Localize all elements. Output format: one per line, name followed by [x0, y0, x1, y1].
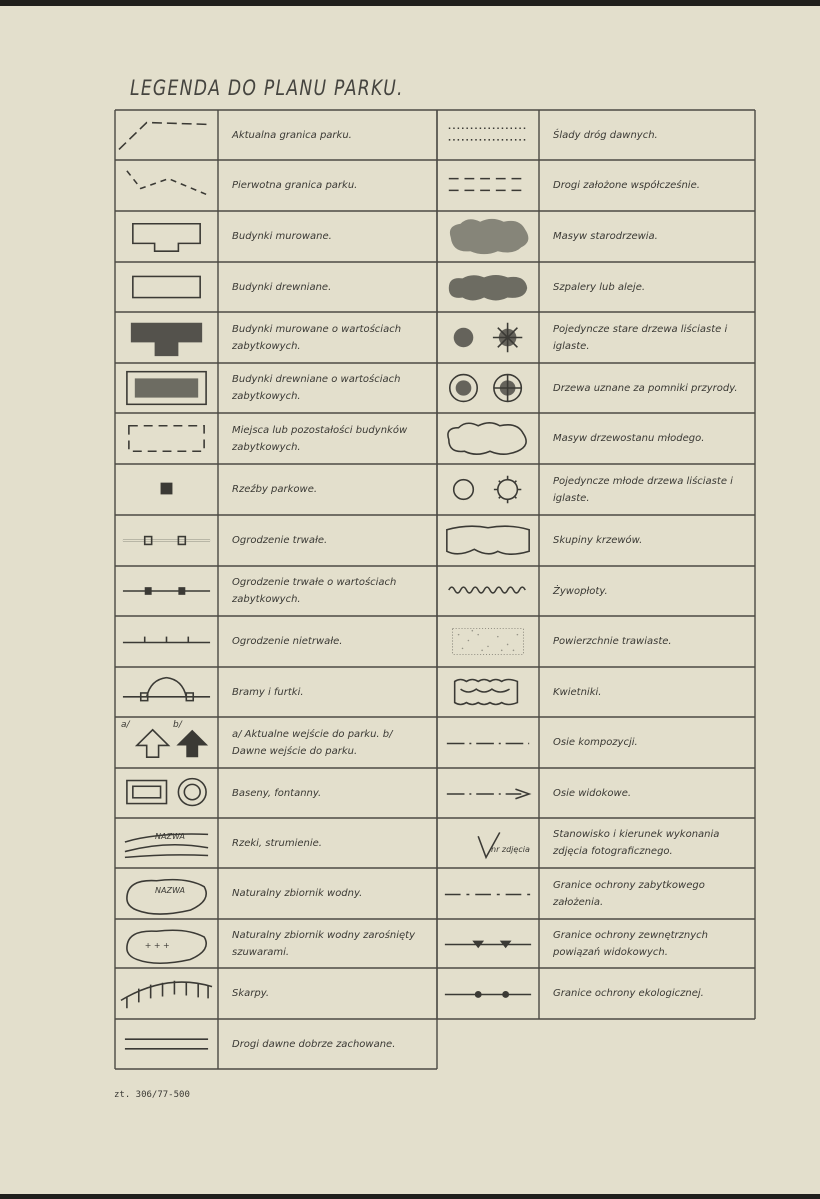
- legend-label: [232, 919, 429, 968]
- legend-label-text: Drogi dawne dobrze zachowane.: [232, 1038, 396, 1050]
- double-line-icon: [117, 1020, 216, 1068]
- legend-label-text: Budynki murowane.: [232, 231, 332, 242]
- legend-label: [553, 160, 747, 211]
- legend-label: [553, 616, 747, 667]
- legend-label-text: Masyw starodrzewia.: [553, 231, 658, 242]
- legend-label: [232, 160, 429, 211]
- dotted-lines-icon: [439, 111, 537, 159]
- legend-label-text: Skarpy.: [232, 988, 270, 999]
- legend-label: [232, 110, 429, 160]
- legend-label-text: Ślady dróg dawnych.: [553, 129, 658, 141]
- building-outline-icon: [117, 212, 216, 261]
- legend-label: [232, 1019, 429, 1069]
- legend-label-text: Naturalny zbiornik wodny.: [232, 888, 363, 899]
- photo-point-icon: [439, 819, 537, 867]
- legend-label-text: Powierzchnie trawiaste.: [553, 636, 672, 647]
- legend-label-text: Żywopłoty.: [553, 585, 608, 597]
- view-axis-icon: [439, 769, 537, 817]
- legend-label: [553, 566, 747, 616]
- fence-line-icon: [117, 516, 216, 565]
- legend-label: [232, 262, 429, 312]
- legend-label-text: Miejsca lub pozostałości budynków zabytkowych.: [232, 424, 408, 453]
- river-icon: [117, 819, 216, 867]
- legend-label: [553, 868, 747, 919]
- current-entrance-marker: a/: [121, 720, 130, 730]
- legend-label: [232, 312, 429, 363]
- legend-label: [232, 717, 429, 768]
- legend-label-text: Stanowisko i kierunek wykonania zdjęcia fotograficznego.: [553, 829, 720, 857]
- legend-label: [232, 868, 429, 919]
- legend-label-text: Drzewa uznane za pomniki przyrody.: [553, 382, 738, 394]
- legend-label-text: Pierwotna granica parku.: [232, 180, 358, 191]
- legend-label-text: Ogrodzenie trwałe o wartościach zabytkowych.: [232, 577, 397, 605]
- legend-label: [553, 211, 747, 262]
- legend-label: [232, 515, 429, 566]
- building-filled-icon: [117, 313, 216, 362]
- gate-icon: [117, 668, 216, 716]
- symbol-caption: NAZWA: [155, 832, 185, 841]
- monument-tree-icon: [439, 364, 537, 412]
- legend-label-text: Osie kompozycji.: [553, 737, 638, 748]
- legend-label: [553, 818, 747, 868]
- legend-label: [232, 413, 429, 464]
- legend-label-text: Masyw drzewostanu młodego.: [553, 433, 705, 444]
- legend-label: [232, 818, 429, 868]
- legend-label: [232, 211, 429, 262]
- legend-label: [553, 110, 747, 160]
- legend-label: [232, 616, 429, 667]
- old-tree-icon: [439, 313, 537, 362]
- legend-label-text: Budynki murowane o wartościach zabytkowych.: [232, 323, 402, 352]
- legend-label-text: Budynki drewniane.: [232, 281, 332, 293]
- dashed-line-icon: [117, 111, 216, 159]
- print-stamp: zt. 306/77-500: [114, 1090, 190, 1100]
- heritage-boundary-icon: [439, 869, 537, 918]
- legend-label: [553, 515, 747, 566]
- reedy-pond-icon: [117, 920, 216, 967]
- legend-label-text: Bramy i furtki.: [232, 686, 304, 698]
- escarpment-icon: [117, 969, 216, 1018]
- small-square-icon: [117, 465, 216, 514]
- legend-label: [553, 413, 747, 464]
- legend-label: [232, 768, 429, 818]
- legend-label: [553, 919, 747, 968]
- legend-label: [232, 667, 429, 717]
- legend-label-text: Naturalny zbiornik wodny zarośnięty szuwarami.: [232, 929, 416, 958]
- legend-label: [553, 968, 747, 1019]
- rectangle-filled-icon: [117, 364, 216, 412]
- legend-label-text: Pojedyncze stare drzewa liściaste i iglaste.: [553, 323, 728, 352]
- view-boundary-icon: [439, 920, 537, 967]
- legend-label-text: Szpalery lub aleje.: [553, 281, 646, 293]
- legend-label: [553, 363, 747, 413]
- legend-label-text: Baseny, fontanny.: [232, 787, 322, 799]
- legend-label-text: Drogi założone współcześnie.: [553, 180, 700, 191]
- legend-label-text: a/ Aktualne wejście do parku. b/ Dawne wejście do parku.: [232, 728, 393, 757]
- svg-text:+ + +: + + +: [144, 941, 170, 951]
- hedge-icon: [439, 567, 537, 615]
- young-tree-icon: [439, 465, 537, 514]
- legend-label-text: Skupiny krzewów.: [553, 535, 643, 546]
- pool-fountain-icon: [117, 769, 216, 817]
- legend-label: [553, 667, 747, 717]
- axis-line-icon: [439, 718, 537, 767]
- legend-label-text: Pojedyncze młode drzewa liściaste i iglaste.: [553, 475, 733, 504]
- legend-label: [553, 768, 747, 818]
- eco-boundary-icon: [439, 969, 537, 1018]
- legend-label-text: Granice ochrony ekologicznej.: [553, 988, 704, 999]
- legend-label: [232, 363, 429, 413]
- legend-title: LEGENDA DO PLANU PARKU.: [130, 76, 404, 100]
- legend-label-text: Budynki drewniane o wartościach zabytkowych.: [232, 374, 401, 402]
- legend-label-text: Granice ochrony zabytkowego założenia.: [553, 879, 705, 908]
- legend-label: [232, 968, 429, 1019]
- legend-label-text: Ogrodzenie trwałe.: [232, 535, 328, 546]
- legend-label: [553, 464, 747, 515]
- legend-label-text: Rzeźby parkowe.: [232, 484, 318, 495]
- former-entrance-marker: b/: [173, 720, 182, 730]
- dashed-line-icon: [117, 161, 216, 210]
- shrub-group-icon: [439, 516, 537, 565]
- lawn-icon: [439, 617, 537, 666]
- legend-label: [553, 262, 747, 312]
- legend-label-text: Granice ochrony zewnętrznych powiązań widokowych.: [553, 929, 708, 958]
- legend-label-text: Rzeki, strumienie.: [232, 837, 322, 849]
- young-trees-mass-icon: [439, 414, 537, 463]
- dashed-lines-icon: [439, 161, 537, 210]
- legend-label: [232, 566, 429, 616]
- legend-label-text: Osie widokowe.: [553, 787, 632, 799]
- rectangle-outline-icon: [117, 263, 216, 311]
- legend-label-text: Ogrodzenie nietrwałe.: [232, 636, 343, 647]
- legend-label: [553, 312, 747, 363]
- legend-label: [232, 464, 429, 515]
- symbol-caption: NAZWA: [155, 886, 185, 895]
- symbol-caption: nr zdjęcia: [491, 845, 530, 854]
- legend-label-text: Aktualna granica parku.: [232, 129, 352, 141]
- tick-line-icon: [117, 617, 216, 666]
- entrance-arrows-icon: [117, 718, 216, 767]
- alley-icon: [439, 263, 537, 311]
- old-trees-mass-icon: [439, 212, 537, 261]
- flowerbed-icon: [439, 668, 537, 716]
- dashed-rectangle-icon: [117, 414, 216, 463]
- fence-bold-line-icon: [117, 567, 216, 615]
- legend-label: [553, 717, 747, 768]
- legend-label-text: Kwietniki.: [553, 686, 602, 698]
